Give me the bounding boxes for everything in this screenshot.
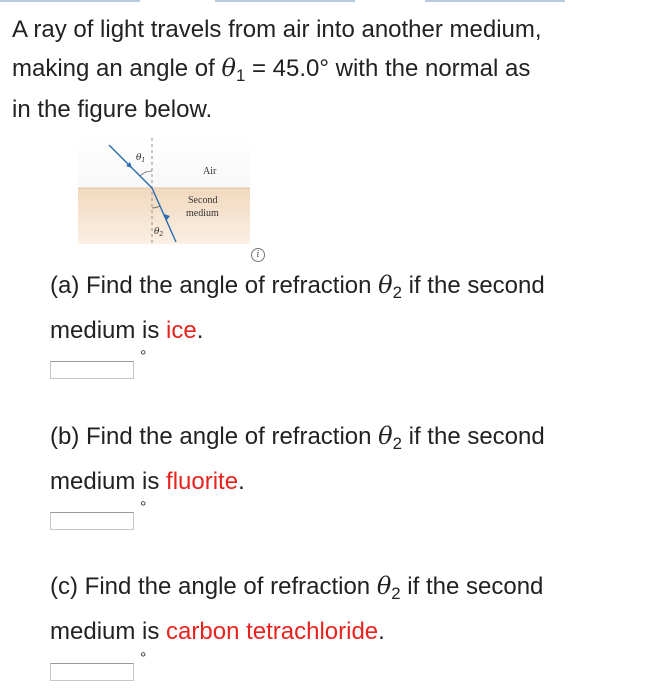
- question-text: if the second: [401, 423, 545, 450]
- question-line: [50, 415, 650, 460]
- question-text: (c) Find the angle of refraction: [50, 573, 377, 600]
- problem-statement: [12, 10, 652, 129]
- degree-unit: °: [140, 650, 147, 667]
- question-line: [50, 309, 650, 352]
- question-line: [50, 460, 650, 503]
- refraction-figure: [70, 130, 270, 256]
- air-region: [78, 140, 250, 188]
- theta-subscript: 2: [392, 283, 402, 303]
- question-c: [50, 565, 650, 653]
- theta-symbol: θ: [376, 572, 392, 600]
- intro-line-2: [12, 49, 652, 90]
- question-text: if the second: [400, 573, 544, 600]
- top-divider-segment: [215, 0, 355, 2]
- theta-symbol: θ: [378, 422, 393, 450]
- degree-unit: °: [140, 499, 147, 516]
- question-text: if the second: [401, 272, 545, 299]
- question-text: (b) Find the angle of refraction: [50, 423, 379, 450]
- question-text: medium is: [50, 618, 167, 645]
- top-divider-segment: [425, 0, 565, 2]
- answer-input-a[interactable]: [50, 361, 134, 379]
- theta-symbol: θ: [378, 271, 393, 299]
- intro-text: making an angle of: [12, 55, 222, 82]
- question-text: .: [238, 468, 245, 495]
- intro-line-1: A ray of light travels from air into another medium,: [12, 16, 542, 43]
- medium-name: ice: [166, 317, 197, 344]
- degree-unit: °: [140, 348, 147, 365]
- theta-subscript: 2: [391, 584, 401, 604]
- air-label: Air: [203, 166, 217, 177]
- second-medium-label: Second: [188, 195, 218, 206]
- top-divider-segment: [0, 0, 140, 2]
- question-text: medium is: [50, 317, 167, 344]
- question-a: [50, 264, 650, 352]
- question-text: .: [378, 618, 385, 645]
- theta-subscript: 2: [392, 434, 402, 454]
- info-icon[interactable]: i: [251, 248, 265, 262]
- answer-input-c[interactable]: [50, 663, 134, 681]
- medium-name: fluorite: [166, 468, 239, 495]
- theta-symbol: θ: [221, 54, 236, 82]
- answer-input-b[interactable]: [50, 512, 134, 530]
- question-line: [50, 610, 650, 653]
- intro-text: = 45.0° with the normal as: [245, 55, 531, 82]
- medium-name: carbon tetrachloride: [166, 618, 379, 645]
- theta-subscript: 1: [235, 66, 246, 86]
- theta1-label: $\theta_1$: [136, 153, 146, 164]
- question-line: [50, 264, 650, 309]
- question-text: medium is: [50, 468, 167, 495]
- question-line: [50, 565, 650, 610]
- question-text: (a) Find the angle of refraction: [50, 272, 379, 299]
- question-text: .: [196, 317, 204, 344]
- intro-line-3: in the figure below.: [12, 96, 213, 123]
- theta2-label: $\theta_2$: [154, 227, 164, 238]
- question-b: [50, 415, 650, 503]
- second-medium-label: medium: [186, 208, 219, 219]
- top-divider: [0, 0, 665, 3]
